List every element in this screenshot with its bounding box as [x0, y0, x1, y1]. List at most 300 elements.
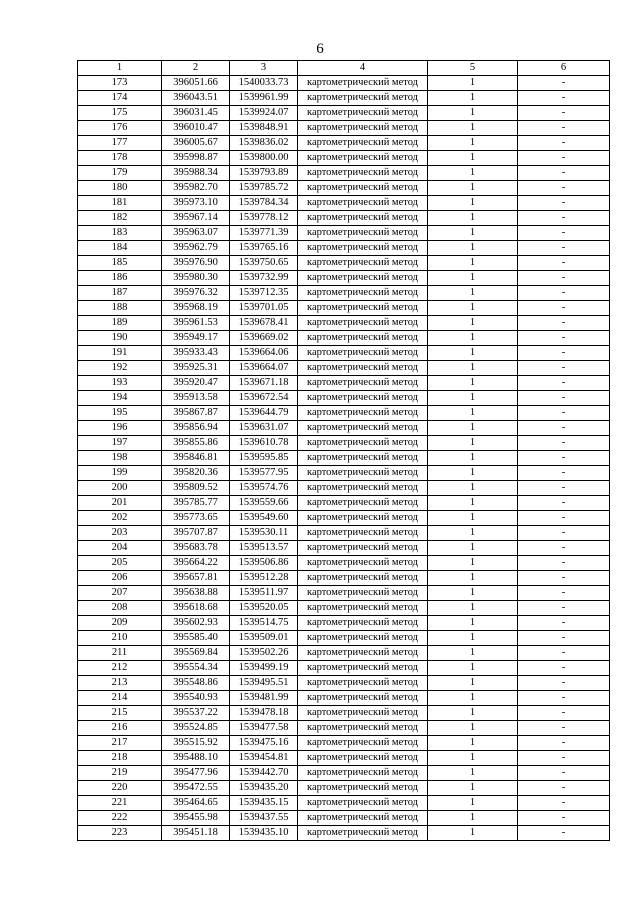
- method-cell: картометрический метод: [298, 316, 428, 331]
- point-number-cell: 173: [78, 76, 162, 91]
- accuracy-cell: 1: [428, 766, 518, 781]
- table-row: [78, 586, 610, 601]
- table-row: [78, 736, 610, 751]
- y-coordinate-cell: 1539631.07: [230, 421, 298, 436]
- x-coordinate-cell: 396010.47: [162, 121, 230, 136]
- description-cell: -: [518, 241, 610, 256]
- accuracy-cell: 1: [428, 706, 518, 721]
- method-cell: картометрический метод: [298, 511, 428, 526]
- x-coordinate-cell: 395657.81: [162, 571, 230, 586]
- accuracy-cell: 1: [428, 151, 518, 166]
- method-cell: картометрический метод: [298, 541, 428, 556]
- table-row: [78, 661, 610, 676]
- y-coordinate-cell: 1539478.18: [230, 706, 298, 721]
- method-cell: картометрический метод: [298, 646, 428, 661]
- y-coordinate-cell: 1539671.18: [230, 376, 298, 391]
- x-coordinate-cell: 395967.14: [162, 211, 230, 226]
- description-cell: -: [518, 706, 610, 721]
- point-number-cell: 177: [78, 136, 162, 151]
- table-row: [78, 316, 610, 331]
- x-coordinate-cell: 396031.45: [162, 106, 230, 121]
- column-header-4: 4: [298, 61, 428, 76]
- y-coordinate-cell: 1539514.75: [230, 616, 298, 631]
- accuracy-cell: 1: [428, 301, 518, 316]
- y-coordinate-cell: 1539442.70: [230, 766, 298, 781]
- method-cell: картометрический метод: [298, 631, 428, 646]
- accuracy-cell: 1: [428, 496, 518, 511]
- method-cell: картометрический метод: [298, 826, 428, 841]
- point-number-cell: 175: [78, 106, 162, 121]
- accuracy-cell: 1: [428, 481, 518, 496]
- accuracy-cell: 1: [428, 406, 518, 421]
- y-coordinate-cell: 1539750.65: [230, 256, 298, 271]
- y-coordinate-cell: 1539454.81: [230, 751, 298, 766]
- y-coordinate-cell: 1540033.73: [230, 76, 298, 91]
- accuracy-cell: 1: [428, 361, 518, 376]
- table-row: [78, 241, 610, 256]
- method-cell: картометрический метод: [298, 106, 428, 121]
- method-cell: картометрический метод: [298, 226, 428, 241]
- x-coordinate-cell: 395976.32: [162, 286, 230, 301]
- point-number-cell: 208: [78, 601, 162, 616]
- y-coordinate-cell: 1539513.57: [230, 541, 298, 556]
- method-cell: картометрический метод: [298, 691, 428, 706]
- x-coordinate-cell: 395683.78: [162, 541, 230, 556]
- accuracy-cell: 1: [428, 736, 518, 751]
- description-cell: -: [518, 406, 610, 421]
- method-cell: картометрический метод: [298, 736, 428, 751]
- table-row: [78, 691, 610, 706]
- x-coordinate-cell: 395488.10: [162, 751, 230, 766]
- column-header-6: 6: [518, 61, 610, 76]
- point-number-cell: 211: [78, 646, 162, 661]
- y-coordinate-cell: 1539924.07: [230, 106, 298, 121]
- point-number-cell: 222: [78, 811, 162, 826]
- y-coordinate-cell: 1539784.34: [230, 196, 298, 211]
- y-coordinate-cell: 1539520.05: [230, 601, 298, 616]
- point-number-cell: 195: [78, 406, 162, 421]
- x-coordinate-cell: 395976.90: [162, 256, 230, 271]
- x-coordinate-cell: 395602.93: [162, 616, 230, 631]
- y-coordinate-cell: 1539435.20: [230, 781, 298, 796]
- table-row: [78, 781, 610, 796]
- point-number-cell: 218: [78, 751, 162, 766]
- x-coordinate-cell: 395867.87: [162, 406, 230, 421]
- y-coordinate-cell: 1539785.72: [230, 181, 298, 196]
- y-coordinate-cell: 1539712.35: [230, 286, 298, 301]
- x-coordinate-cell: 395961.53: [162, 316, 230, 331]
- x-coordinate-cell: 395664.22: [162, 556, 230, 571]
- y-coordinate-cell: 1539549.60: [230, 511, 298, 526]
- column-header-5: 5: [428, 61, 518, 76]
- table-row: [78, 766, 610, 781]
- method-cell: картометрический метод: [298, 616, 428, 631]
- y-coordinate-cell: 1539475.16: [230, 736, 298, 751]
- method-cell: картометрический метод: [298, 271, 428, 286]
- point-number-cell: 191: [78, 346, 162, 361]
- coordinates-table: [77, 60, 610, 841]
- description-cell: -: [518, 226, 610, 241]
- point-number-cell: 215: [78, 706, 162, 721]
- table-row: [78, 811, 610, 826]
- accuracy-cell: 1: [428, 541, 518, 556]
- point-number-cell: 205: [78, 556, 162, 571]
- y-coordinate-cell: 1539577.95: [230, 466, 298, 481]
- table-header: [78, 61, 610, 76]
- table-row: [78, 181, 610, 196]
- table-row: [78, 631, 610, 646]
- description-cell: -: [518, 751, 610, 766]
- accuracy-cell: 1: [428, 346, 518, 361]
- x-coordinate-cell: 395477.96: [162, 766, 230, 781]
- method-cell: картометрический метод: [298, 376, 428, 391]
- table-row: [78, 91, 610, 106]
- table-row: [78, 571, 610, 586]
- x-coordinate-cell: 395925.31: [162, 361, 230, 376]
- description-cell: -: [518, 346, 610, 361]
- description-cell: -: [518, 481, 610, 496]
- table-row: [78, 826, 610, 841]
- description-cell: -: [518, 436, 610, 451]
- method-cell: картометрический метод: [298, 76, 428, 91]
- column-header-3: 3: [230, 61, 298, 76]
- method-cell: картометрический метод: [298, 406, 428, 421]
- table-body: [78, 76, 610, 841]
- description-cell: -: [518, 811, 610, 826]
- x-coordinate-cell: 395451.18: [162, 826, 230, 841]
- point-number-cell: 203: [78, 526, 162, 541]
- table-row: [78, 211, 610, 226]
- description-cell: -: [518, 181, 610, 196]
- table-row: [78, 481, 610, 496]
- point-number-cell: 202: [78, 511, 162, 526]
- table-row: [78, 646, 610, 661]
- point-number-cell: 183: [78, 226, 162, 241]
- y-coordinate-cell: 1539664.06: [230, 346, 298, 361]
- x-coordinate-cell: 395464.65: [162, 796, 230, 811]
- y-coordinate-cell: 1539678.41: [230, 316, 298, 331]
- point-number-cell: 188: [78, 301, 162, 316]
- point-number-cell: 200: [78, 481, 162, 496]
- accuracy-cell: 1: [428, 226, 518, 241]
- point-number-cell: 174: [78, 91, 162, 106]
- x-coordinate-cell: 395855.86: [162, 436, 230, 451]
- table-row: [78, 256, 610, 271]
- description-cell: -: [518, 376, 610, 391]
- method-cell: картометрический метод: [298, 181, 428, 196]
- table-row: [78, 346, 610, 361]
- description-cell: -: [518, 391, 610, 406]
- accuracy-cell: 1: [428, 646, 518, 661]
- method-cell: картометрический метод: [298, 136, 428, 151]
- point-number-cell: 180: [78, 181, 162, 196]
- description-cell: -: [518, 196, 610, 211]
- x-coordinate-cell: 395773.65: [162, 511, 230, 526]
- point-number-cell: 192: [78, 361, 162, 376]
- description-cell: -: [518, 316, 610, 331]
- accuracy-cell: 1: [428, 556, 518, 571]
- y-coordinate-cell: 1539509.01: [230, 631, 298, 646]
- description-cell: -: [518, 736, 610, 751]
- accuracy-cell: 1: [428, 811, 518, 826]
- column-header-2: 2: [162, 61, 230, 76]
- table-row: [78, 376, 610, 391]
- point-number-cell: 204: [78, 541, 162, 556]
- description-cell: -: [518, 691, 610, 706]
- y-coordinate-cell: 1539961.99: [230, 91, 298, 106]
- y-coordinate-cell: 1539800.00: [230, 151, 298, 166]
- y-coordinate-cell: 1539701.05: [230, 301, 298, 316]
- description-cell: -: [518, 661, 610, 676]
- table-row: [78, 526, 610, 541]
- table-row: [78, 196, 610, 211]
- y-coordinate-cell: 1539512.28: [230, 571, 298, 586]
- method-cell: картометрический метод: [298, 766, 428, 781]
- x-coordinate-cell: 395809.52: [162, 481, 230, 496]
- accuracy-cell: 1: [428, 631, 518, 646]
- y-coordinate-cell: 1539644.79: [230, 406, 298, 421]
- description-cell: -: [518, 766, 610, 781]
- description-cell: -: [518, 721, 610, 736]
- x-coordinate-cell: 395455.98: [162, 811, 230, 826]
- point-number-cell: 214: [78, 691, 162, 706]
- table-row: [78, 76, 610, 91]
- method-cell: картометрический метод: [298, 751, 428, 766]
- x-coordinate-cell: 396005.67: [162, 136, 230, 151]
- accuracy-cell: 1: [428, 751, 518, 766]
- x-coordinate-cell: 396051.66: [162, 76, 230, 91]
- table-row: [78, 286, 610, 301]
- y-coordinate-cell: 1539574.76: [230, 481, 298, 496]
- x-coordinate-cell: 395920.47: [162, 376, 230, 391]
- description-cell: -: [518, 616, 610, 631]
- point-number-cell: 209: [78, 616, 162, 631]
- accuracy-cell: 1: [428, 121, 518, 136]
- y-coordinate-cell: 1539778.12: [230, 211, 298, 226]
- table-row: [78, 226, 610, 241]
- accuracy-cell: 1: [428, 466, 518, 481]
- x-coordinate-cell: 395569.84: [162, 646, 230, 661]
- y-coordinate-cell: 1539669.02: [230, 331, 298, 346]
- method-cell: картометрический метод: [298, 436, 428, 451]
- accuracy-cell: 1: [428, 211, 518, 226]
- point-number-cell: 223: [78, 826, 162, 841]
- y-coordinate-cell: 1539732.99: [230, 271, 298, 286]
- description-cell: -: [518, 361, 610, 376]
- method-cell: картометрический метод: [298, 796, 428, 811]
- accuracy-cell: 1: [428, 601, 518, 616]
- accuracy-cell: 1: [428, 616, 518, 631]
- point-number-cell: 189: [78, 316, 162, 331]
- y-coordinate-cell: 1539848.91: [230, 121, 298, 136]
- method-cell: картометрический метод: [298, 391, 428, 406]
- table-row: [78, 406, 610, 421]
- x-coordinate-cell: 395856.94: [162, 421, 230, 436]
- method-cell: картометрический метод: [298, 496, 428, 511]
- description-cell: -: [518, 466, 610, 481]
- y-coordinate-cell: 1539499.19: [230, 661, 298, 676]
- accuracy-cell: 1: [428, 331, 518, 346]
- description-cell: -: [518, 511, 610, 526]
- table-row: [78, 541, 610, 556]
- point-number-cell: 187: [78, 286, 162, 301]
- y-coordinate-cell: 1539511.97: [230, 586, 298, 601]
- table-row: [78, 616, 610, 631]
- x-coordinate-cell: 395618.68: [162, 601, 230, 616]
- method-cell: картометрический метод: [298, 166, 428, 181]
- point-number-cell: 219: [78, 766, 162, 781]
- x-coordinate-cell: 395515.92: [162, 736, 230, 751]
- x-coordinate-cell: 395638.88: [162, 586, 230, 601]
- x-coordinate-cell: 395785.77: [162, 496, 230, 511]
- accuracy-cell: 1: [428, 796, 518, 811]
- table-row: [78, 706, 610, 721]
- point-number-cell: 196: [78, 421, 162, 436]
- y-coordinate-cell: 1539610.78: [230, 436, 298, 451]
- table-row: [78, 511, 610, 526]
- point-number-cell: 201: [78, 496, 162, 511]
- description-cell: -: [518, 556, 610, 571]
- x-coordinate-cell: 395540.93: [162, 691, 230, 706]
- accuracy-cell: 1: [428, 166, 518, 181]
- table-row: [78, 331, 610, 346]
- accuracy-cell: 1: [428, 676, 518, 691]
- table-row: [78, 151, 610, 166]
- method-cell: картометрический метод: [298, 361, 428, 376]
- table-row: [78, 676, 610, 691]
- point-number-cell: 221: [78, 796, 162, 811]
- method-cell: картометрический метод: [298, 781, 428, 796]
- point-number-cell: 213: [78, 676, 162, 691]
- point-number-cell: 199: [78, 466, 162, 481]
- description-cell: -: [518, 451, 610, 466]
- point-number-cell: 190: [78, 331, 162, 346]
- accuracy-cell: 1: [428, 256, 518, 271]
- x-coordinate-cell: 396043.51: [162, 91, 230, 106]
- method-cell: картометрический метод: [298, 286, 428, 301]
- y-coordinate-cell: 1539771.39: [230, 226, 298, 241]
- point-number-cell: 176: [78, 121, 162, 136]
- y-coordinate-cell: 1539435.10: [230, 826, 298, 841]
- description-cell: -: [518, 271, 610, 286]
- point-number-cell: 217: [78, 736, 162, 751]
- y-coordinate-cell: 1539502.26: [230, 646, 298, 661]
- description-cell: -: [518, 586, 610, 601]
- point-number-cell: 178: [78, 151, 162, 166]
- table-row: [78, 556, 610, 571]
- y-coordinate-cell: 1539530.11: [230, 526, 298, 541]
- description-cell: -: [518, 166, 610, 181]
- method-cell: картометрический метод: [298, 256, 428, 271]
- x-coordinate-cell: 395913.58: [162, 391, 230, 406]
- x-coordinate-cell: 395846.81: [162, 451, 230, 466]
- x-coordinate-cell: 395973.10: [162, 196, 230, 211]
- accuracy-cell: 1: [428, 586, 518, 601]
- table-row: [78, 391, 610, 406]
- accuracy-cell: 1: [428, 106, 518, 121]
- x-coordinate-cell: 395968.19: [162, 301, 230, 316]
- point-number-cell: 181: [78, 196, 162, 211]
- method-cell: картометрический метод: [298, 331, 428, 346]
- y-coordinate-cell: 1539664.07: [230, 361, 298, 376]
- description-cell: -: [518, 91, 610, 106]
- point-number-cell: 182: [78, 211, 162, 226]
- table-row: [78, 466, 610, 481]
- x-coordinate-cell: 395998.87: [162, 151, 230, 166]
- description-cell: -: [518, 631, 610, 646]
- accuracy-cell: 1: [428, 196, 518, 211]
- accuracy-cell: 1: [428, 451, 518, 466]
- description-cell: -: [518, 331, 610, 346]
- description-cell: -: [518, 286, 610, 301]
- table-row: [78, 451, 610, 466]
- y-coordinate-cell: 1539435.15: [230, 796, 298, 811]
- description-cell: -: [518, 646, 610, 661]
- description-cell: -: [518, 136, 610, 151]
- table-row: [78, 421, 610, 436]
- method-cell: картометрический метод: [298, 586, 428, 601]
- y-coordinate-cell: 1539495.51: [230, 676, 298, 691]
- method-cell: картометрический метод: [298, 301, 428, 316]
- accuracy-cell: 1: [428, 526, 518, 541]
- accuracy-cell: 1: [428, 571, 518, 586]
- method-cell: картометрический метод: [298, 481, 428, 496]
- method-cell: картометрический метод: [298, 211, 428, 226]
- point-number-cell: 179: [78, 166, 162, 181]
- table-row: [78, 301, 610, 316]
- method-cell: картометрический метод: [298, 241, 428, 256]
- x-coordinate-cell: 395933.43: [162, 346, 230, 361]
- x-coordinate-cell: 395707.87: [162, 526, 230, 541]
- point-number-cell: 220: [78, 781, 162, 796]
- x-coordinate-cell: 395962.79: [162, 241, 230, 256]
- point-number-cell: 194: [78, 391, 162, 406]
- x-coordinate-cell: 395982.70: [162, 181, 230, 196]
- accuracy-cell: 1: [428, 781, 518, 796]
- accuracy-cell: 1: [428, 721, 518, 736]
- x-coordinate-cell: 395988.34: [162, 166, 230, 181]
- page-number: 6: [316, 41, 324, 57]
- description-cell: -: [518, 121, 610, 136]
- x-coordinate-cell: 395472.55: [162, 781, 230, 796]
- x-coordinate-cell: 395548.86: [162, 676, 230, 691]
- y-coordinate-cell: 1539836.02: [230, 136, 298, 151]
- accuracy-cell: 1: [428, 511, 518, 526]
- table-row: [78, 136, 610, 151]
- method-cell: картометрический метод: [298, 421, 428, 436]
- accuracy-cell: 1: [428, 91, 518, 106]
- accuracy-cell: 1: [428, 376, 518, 391]
- description-cell: -: [518, 526, 610, 541]
- method-cell: картометрический метод: [298, 571, 428, 586]
- method-cell: картометрический метод: [298, 676, 428, 691]
- method-cell: картометрический метод: [298, 196, 428, 211]
- accuracy-cell: 1: [428, 826, 518, 841]
- description-cell: -: [518, 796, 610, 811]
- method-cell: картометрический метод: [298, 91, 428, 106]
- point-number-cell: 197: [78, 436, 162, 451]
- method-cell: картометрический метод: [298, 556, 428, 571]
- table-row: [78, 166, 610, 181]
- y-coordinate-cell: 1539506.86: [230, 556, 298, 571]
- method-cell: картометрический метод: [298, 451, 428, 466]
- description-cell: -: [518, 421, 610, 436]
- accuracy-cell: 1: [428, 241, 518, 256]
- method-cell: картометрический метод: [298, 466, 428, 481]
- method-cell: картометрический метод: [298, 811, 428, 826]
- x-coordinate-cell: 395963.07: [162, 226, 230, 241]
- accuracy-cell: 1: [428, 316, 518, 331]
